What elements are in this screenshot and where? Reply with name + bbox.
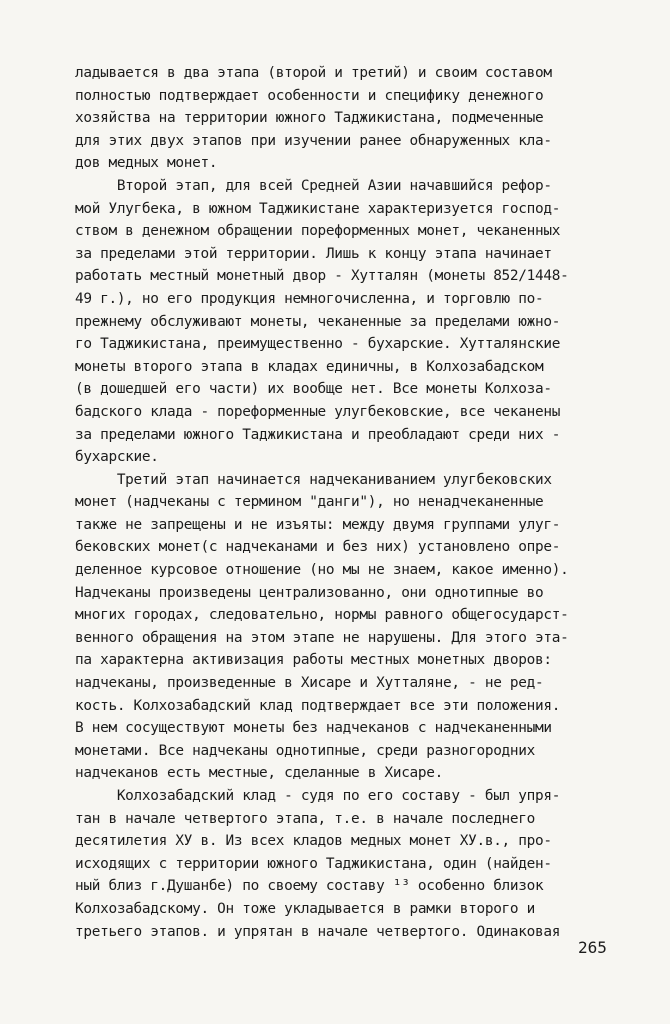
text-line: венного обращения на этом этапе не нарушены. Для этого эта- <box>75 629 569 646</box>
body-text <box>75 62 615 943</box>
text-line: Колхозабадский клад - судя по его составу - был упря- <box>75 788 561 804</box>
text-line: па характерна активизация работы местных монетных дворов: <box>75 652 552 669</box>
text-line: дов медных монет. <box>75 155 218 172</box>
text-line: монеты второго этапа в кладах единичны, в Колхозабадском <box>75 358 544 375</box>
text-line: работать местный монетный двор - Хутталян (монеты 852/1448- <box>75 268 569 285</box>
text-line: многих городах, следовательно, нормы равного общегосударст- <box>75 607 569 624</box>
text-line: прежнему обслуживают монеты, чеканенные за пределами южно- <box>75 313 561 330</box>
text-line: (в дошедшей его части) их вообще нет. Все монеты Колхоза- <box>75 381 552 398</box>
text-line: за пределами южного Таджикистана и преобладают среди них - <box>75 426 561 443</box>
text-line: хозяйства на территории южного Таджикистана, подмеченные <box>75 110 544 127</box>
text-line: мой Улугбека, в южном Таджикистане характеризуется господ- <box>75 200 561 217</box>
text-line: Третий этап начинается надчеканиванием улугбековских <box>75 471 552 488</box>
text-line: Колхозабадскому. Он тоже укладывается в рамки второго и <box>75 900 536 917</box>
text-line: ный близ г.Душанбе) по своему составу ¹³ особенно близок <box>75 878 544 895</box>
text-line: за пределами этой территории. Лишь к концу этапа начинает <box>75 245 552 262</box>
text-line: исходящих с территории южного Таджикистана, один (найден- <box>75 855 552 872</box>
text-line: Второй этап, для всей Средней Азии начавшийся рефор- <box>75 177 552 194</box>
text-line: надчеканов есть местные, сделанные в Хисаре. <box>75 765 444 782</box>
text-line: кость. Колхозабадский клад подтверждает все эти положения. <box>75 697 561 714</box>
text-line: надчеканы, произведенные в Хисаре и Хутталяне, - не ред- <box>75 675 544 692</box>
text-line: десятилетия XУ в. Из всех кладов медных монет XУ.в., про- <box>75 833 552 850</box>
text-line: монетами. Все надчеканы однотипные, среди разногородних <box>75 742 536 759</box>
text-line: тан в начале четвертого этапа, т.е. в начале последнего <box>75 810 536 827</box>
text-line: В нем сосуществуют монеты без надчеканов с надчеканенными <box>75 720 552 737</box>
text-line: третьего этапов. и упрятан в начале четвертого. Одинаковая <box>75 923 561 940</box>
text-line: ладывается в два этапа (второй и третий) и своим составом <box>75 65 552 81</box>
text-line: для этих двух этапов при изучении ранее обнаруженных кла- <box>75 132 552 149</box>
text-line: бухарские. <box>75 449 159 466</box>
text-line: го Таджикистана, преимущественно - бухарские. Хутталянские <box>75 336 561 353</box>
text-line: Надчеканы произведены централизованно, они однотипные во <box>75 584 544 601</box>
page-number: 265 <box>578 938 607 957</box>
text-line: бадского клада - пореформенные улугбековские, все чеканены <box>75 403 561 420</box>
text-line: деленное курсовое отношение (но мы не знаем, какое именно). <box>75 562 569 579</box>
text-line: 49 г.), но его продукция немногочисленна, и торговлю по- <box>75 290 544 307</box>
text-line: монет (надчеканы с термином "данги"), но ненадчеканенные <box>75 494 544 511</box>
text-line: также не запрещены и не изъяты: между двумя группами улуг- <box>75 516 561 533</box>
text-line: бековских монет(с надчеканами и без них) установлено опре- <box>75 539 561 556</box>
text-line: полностью подтверждает особенности и специфику денежного <box>75 87 544 104</box>
text-line: ством в денежном обращении пореформенных монет, чеканенных <box>75 223 561 240</box>
